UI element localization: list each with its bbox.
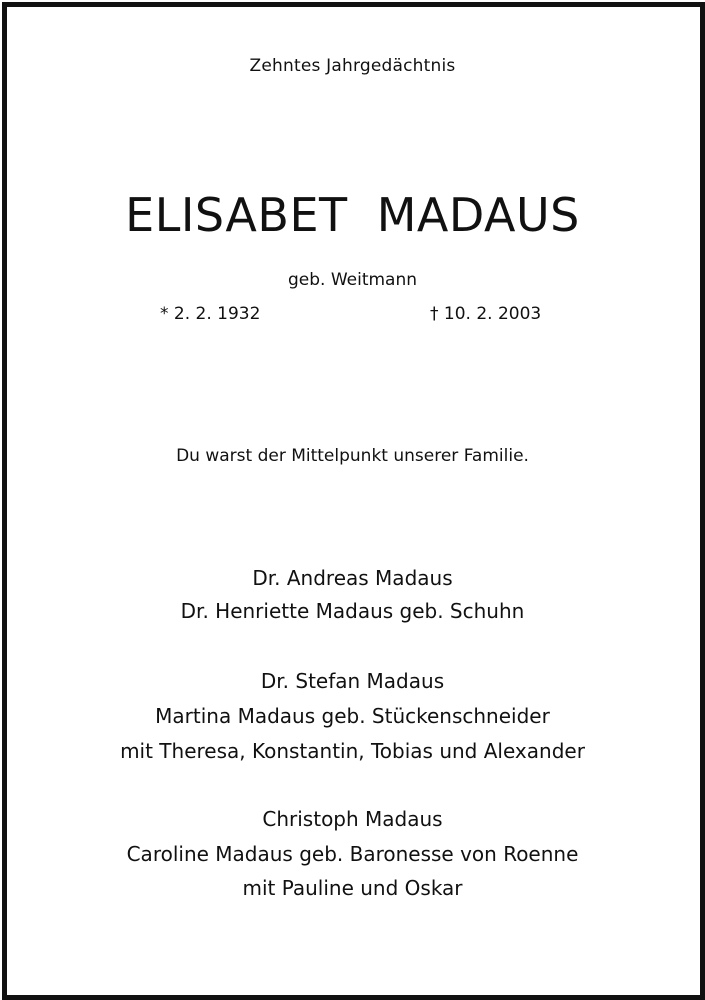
memorial-motto: Du warst der Mittelpunkt unserer Familie. bbox=[176, 446, 529, 466]
family-line: Martina Madaus geb. Stückenschneider bbox=[155, 704, 550, 728]
family-line: Dr. Henriette Madaus geb. Schuhn bbox=[180, 599, 525, 623]
anniversary-heading: Zehntes Jahrgedächtnis bbox=[249, 56, 456, 76]
birth-date: * 2. 2. 1932 bbox=[160, 304, 261, 324]
family-line: Christoph Madaus bbox=[262, 807, 443, 831]
family-line: Dr. Andreas Madaus bbox=[252, 566, 453, 590]
family-line: Dr. Stefan Madaus bbox=[260, 669, 445, 693]
deceased-name: ELISABET MADAUS bbox=[125, 188, 580, 242]
family-line: mit Pauline und Oskar bbox=[242, 876, 463, 900]
maiden-name: geb. Weitmann bbox=[287, 270, 418, 290]
family-line: mit Theresa, Konstantin, Tobias und Alexander bbox=[120, 739, 585, 763]
death-date: † 10. 2. 2003 bbox=[430, 304, 542, 324]
family-line: Caroline Madaus geb. Baronesse von Roenne bbox=[126, 842, 579, 866]
